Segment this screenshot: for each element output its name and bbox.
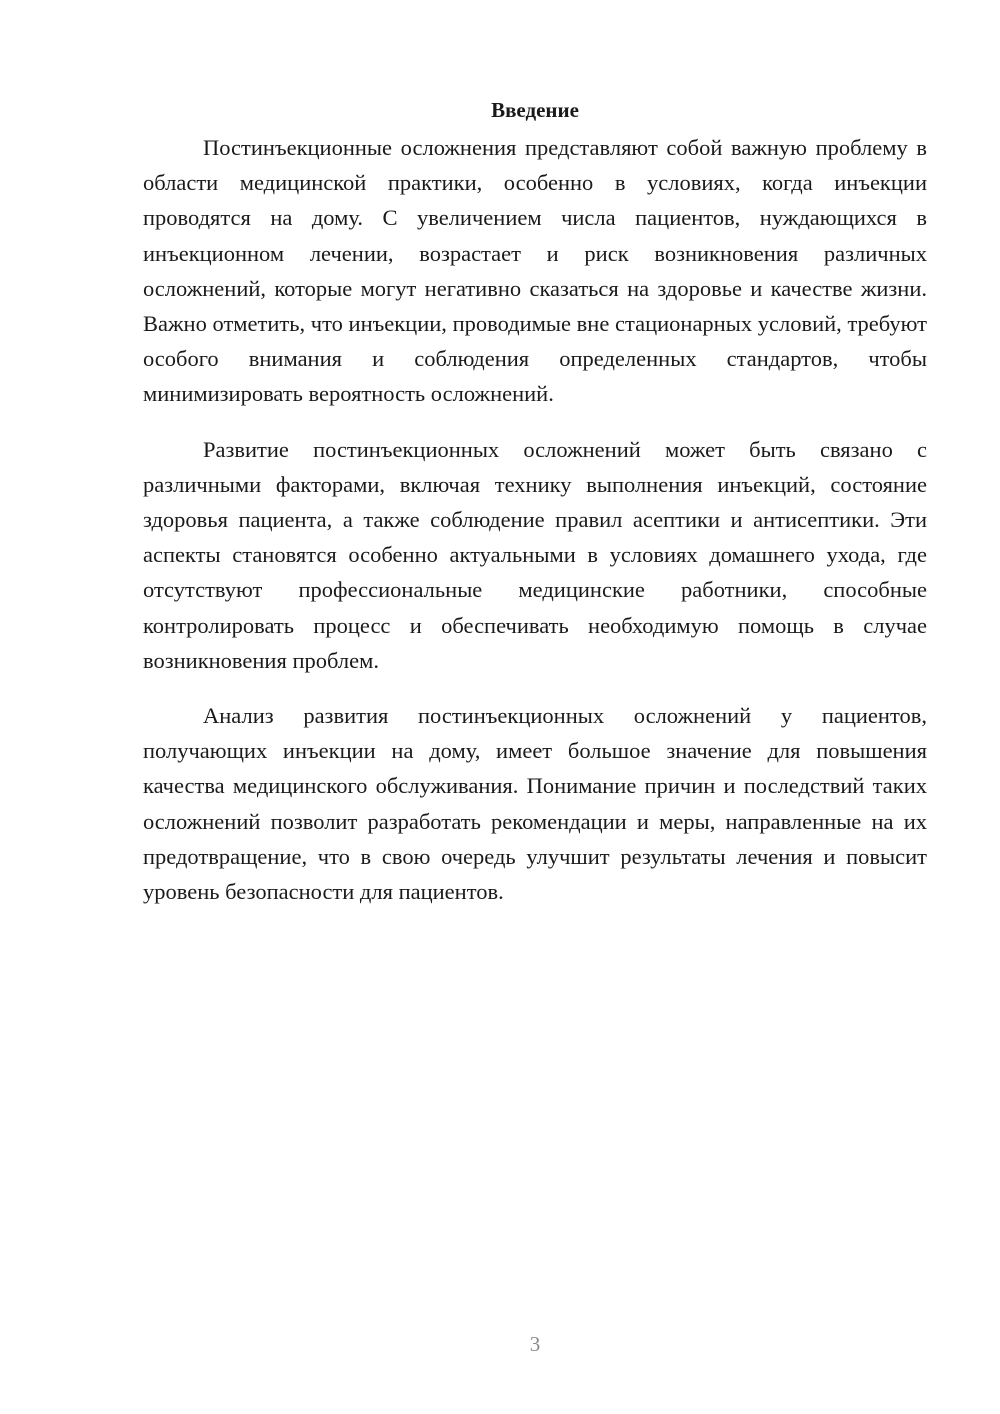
- page-number: 3: [529, 1332, 541, 1356]
- section-heading: Введение: [491, 98, 579, 122]
- paragraph-2: Развитие постинъекционных осложнений может быть связано с различными факторами, включая технику выполнения инъекций, состояние здоровья пациента, а также соблюдение правил асептики и антисептики. Эти аспекты становятся особенно актуальными в условиях домашнего ухода, где отсутствуют профессиональные медицинские работники, способные контролировать процесс и обеспечивать необходимую помощь в случае возникновения проблем.: [143, 436, 927, 673]
- paragraph-3: Анализ развития постинъекционных осложнений у пациентов, получающих инъекции на дому, имеет большое значение для повышения качества медицинского обслуживания. Понимание причин и последствий таких осложнений позволит разработать рекомендации и меры, направленные на их предотвращение, что в свою очередь улучшит результаты лечения и повысит уровень безопасности для пациентов.: [143, 703, 927, 905]
- page-content: [143, 92, 927, 929]
- paragraph-1: Постинъекционные осложнения представляют собой важную проблему в области медицинской практики, особенно в условиях, когда инъекции проводятся на дому. С увеличением числа пациентов, нуждающихся в инъекционном лечении, возрастает и риск возникновения различных осложнений, которые могут негативно сказаться на здоровье и качестве жизни. Важно отметить, что инъекции, проводимые вне стационарных условий, требуют особого внимания и соблюдения определенных стандартов, чтобы минимизировать вероятность осложнений.: [143, 135, 927, 407]
